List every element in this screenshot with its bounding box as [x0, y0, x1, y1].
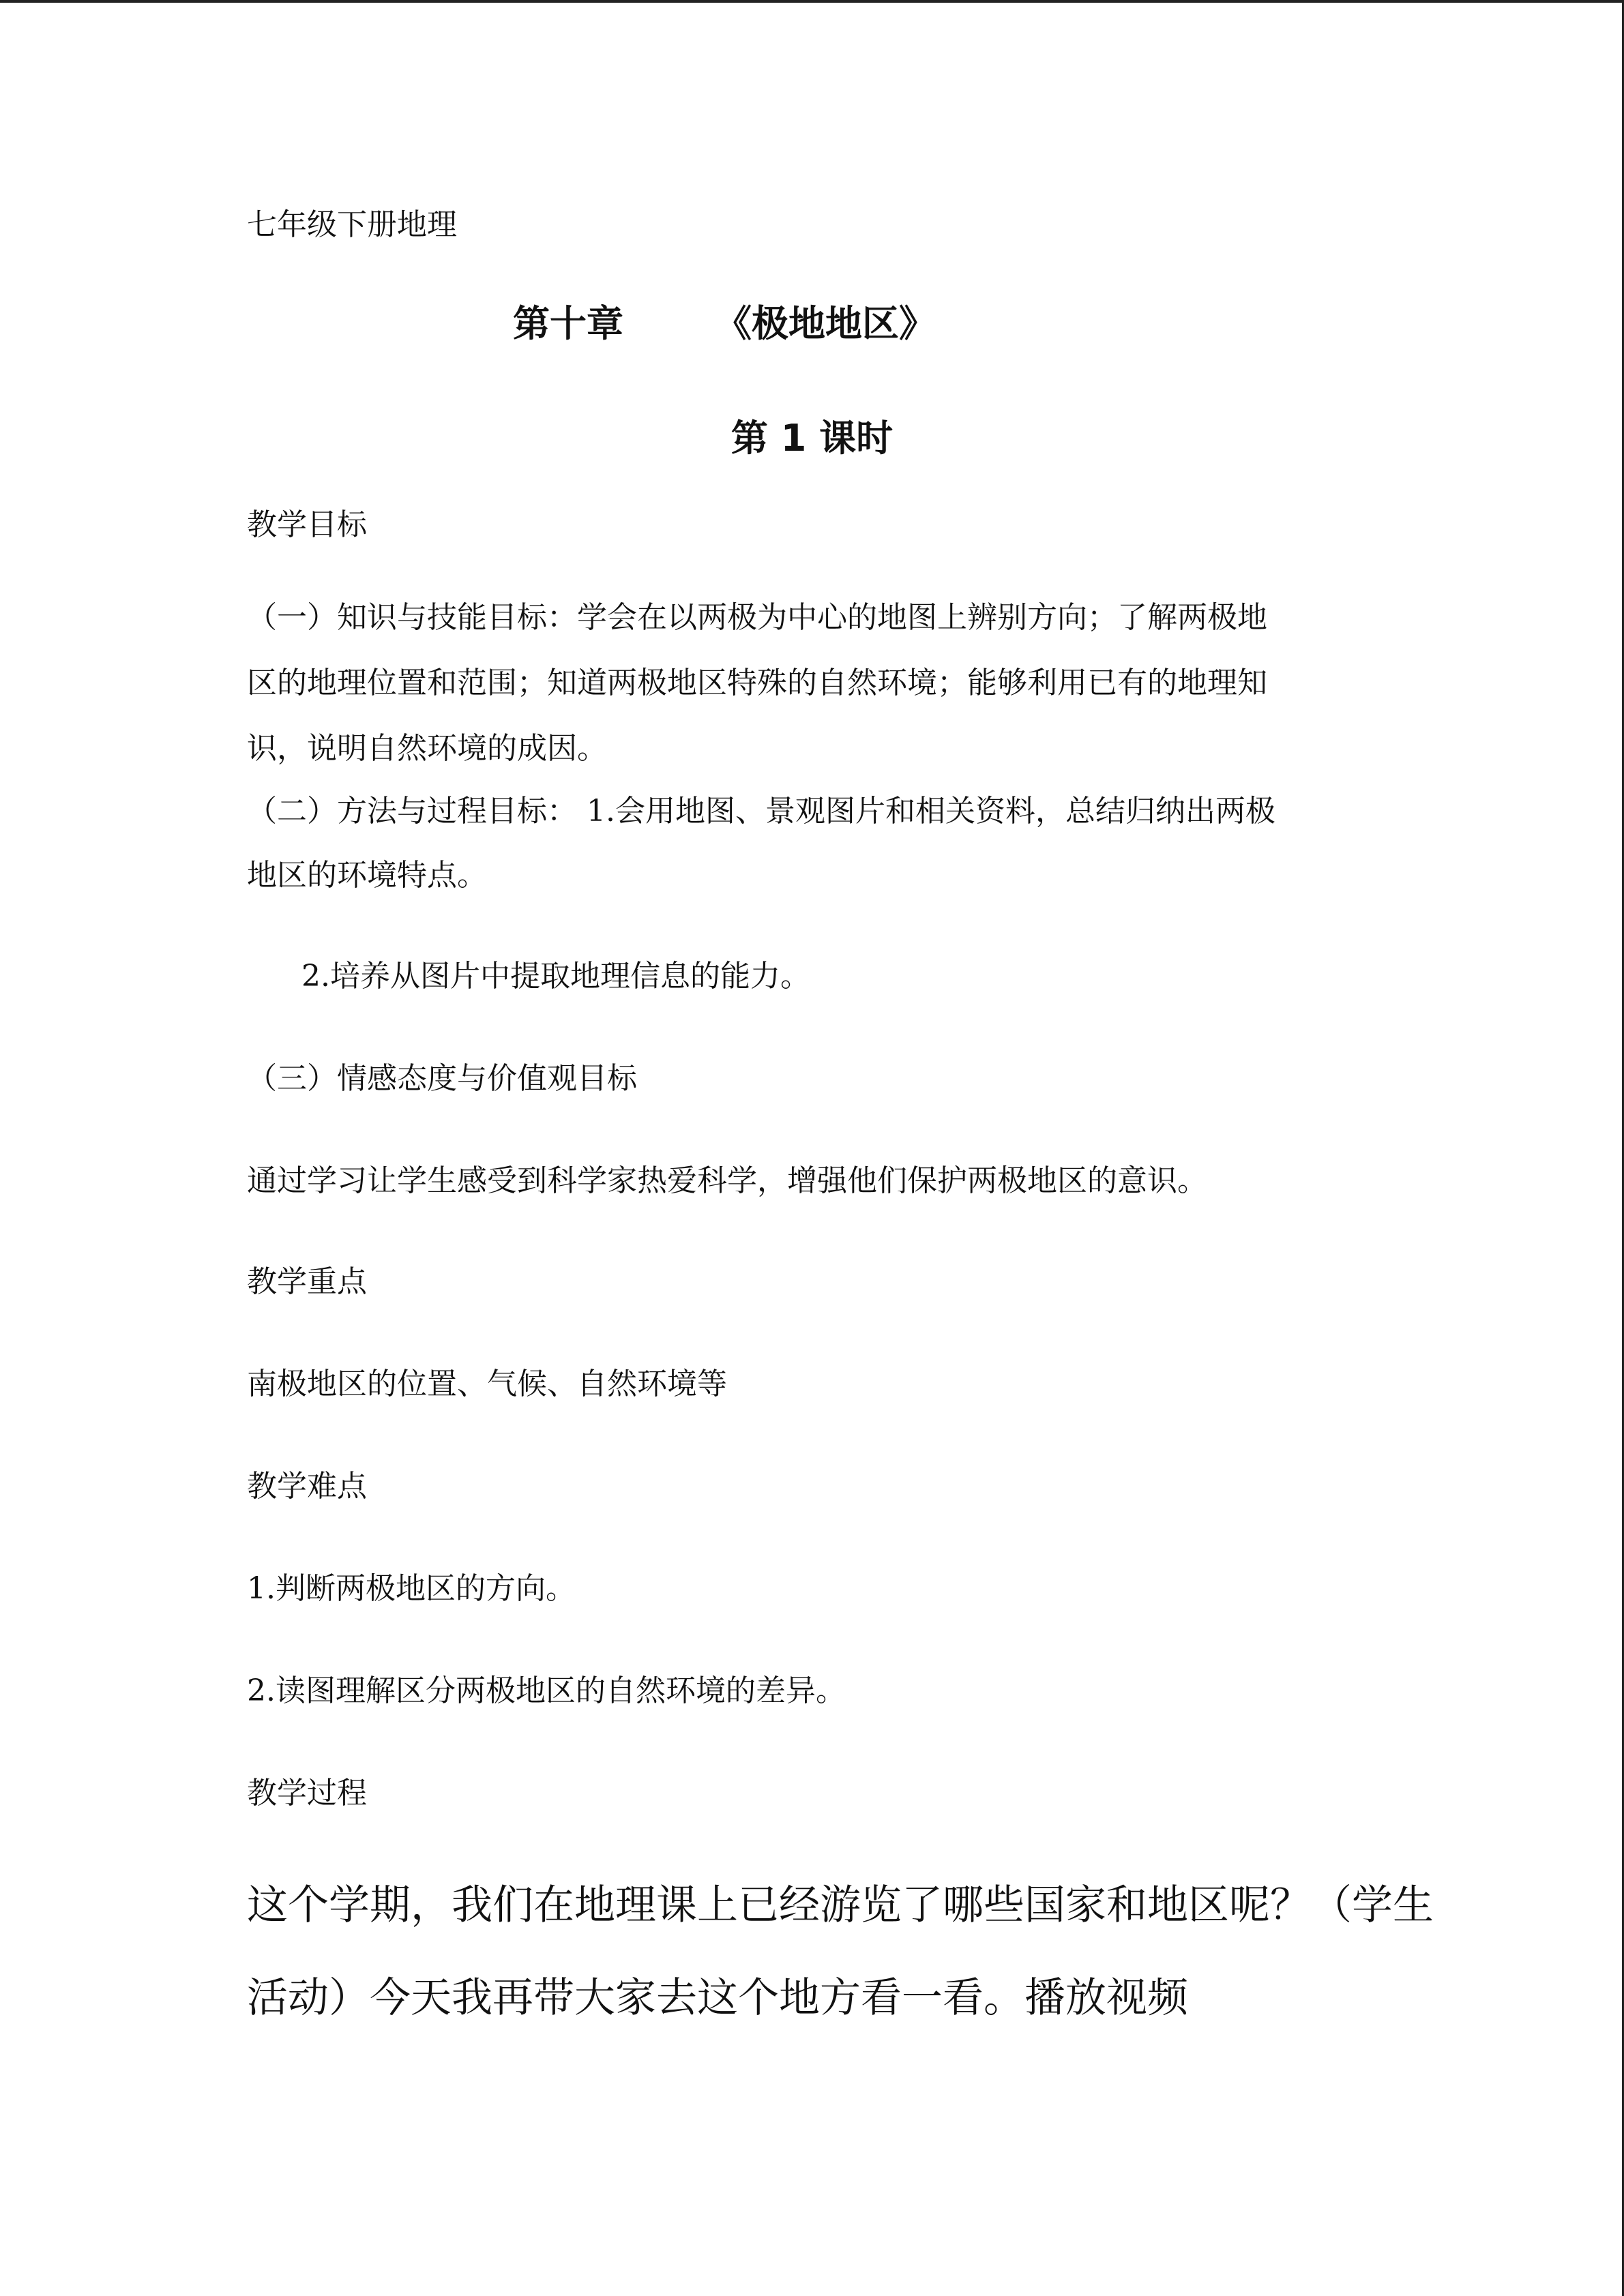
objective-3-heading: （三）情感态度与价值观目标: [247, 1061, 637, 1096]
difficulties-heading: 教学难点: [247, 1469, 367, 1504]
difficulty-1: 1.判断两极地区的方向。: [247, 1571, 576, 1606]
chapter-name: 《极地地区》: [715, 302, 936, 345]
objective-1-line-1: （一）知识与技能目标：学会在以两极为中心的地图上辨别方向；了解两极地: [247, 600, 1267, 635]
process-heading: 教学过程: [247, 1776, 367, 1810]
objective-1-line-3: 识，说明自然环境的成因。: [247, 731, 607, 766]
lesson-title: 第 1 课时: [730, 417, 894, 460]
chapter-number: 第十章: [513, 302, 623, 345]
process-line-1: 这个学期，我们在地理课上已经游览了哪些国家和地区呢？（学生: [247, 1881, 1434, 1929]
objectives-heading: 教学目标: [247, 507, 367, 542]
difficulty-2: 2.读图理解区分两极地区的自然环境的差异。: [247, 1673, 846, 1708]
objective-2-line-1: （二）方法与过程目标： 1.会用地图、景观图片和相关资料，总结归纳出两极: [247, 794, 1275, 829]
objective-3-text: 通过学习让学生感受到科学家热爱科学，增强他们保护两极地区的意识。: [247, 1163, 1207, 1198]
key-points-heading: 教学重点: [247, 1264, 367, 1299]
objective-1-line-2: 区的地理位置和范围；知道两极地区特殊的自然环境；能够利用已有的地理知: [247, 666, 1267, 700]
process-line-2: 活动）今天我再带大家去这个地方看一看。播放视频: [247, 1974, 1188, 2022]
objective-2-item-2: 2.培养从图片中提取地理信息的能力。: [301, 959, 810, 994]
course-label: 七年级下册地理: [247, 207, 457, 242]
objective-2-line-2: 地区的环境特点。: [247, 858, 487, 893]
key-points-text: 南极地区的位置、气候、自然环境等: [247, 1367, 727, 1401]
